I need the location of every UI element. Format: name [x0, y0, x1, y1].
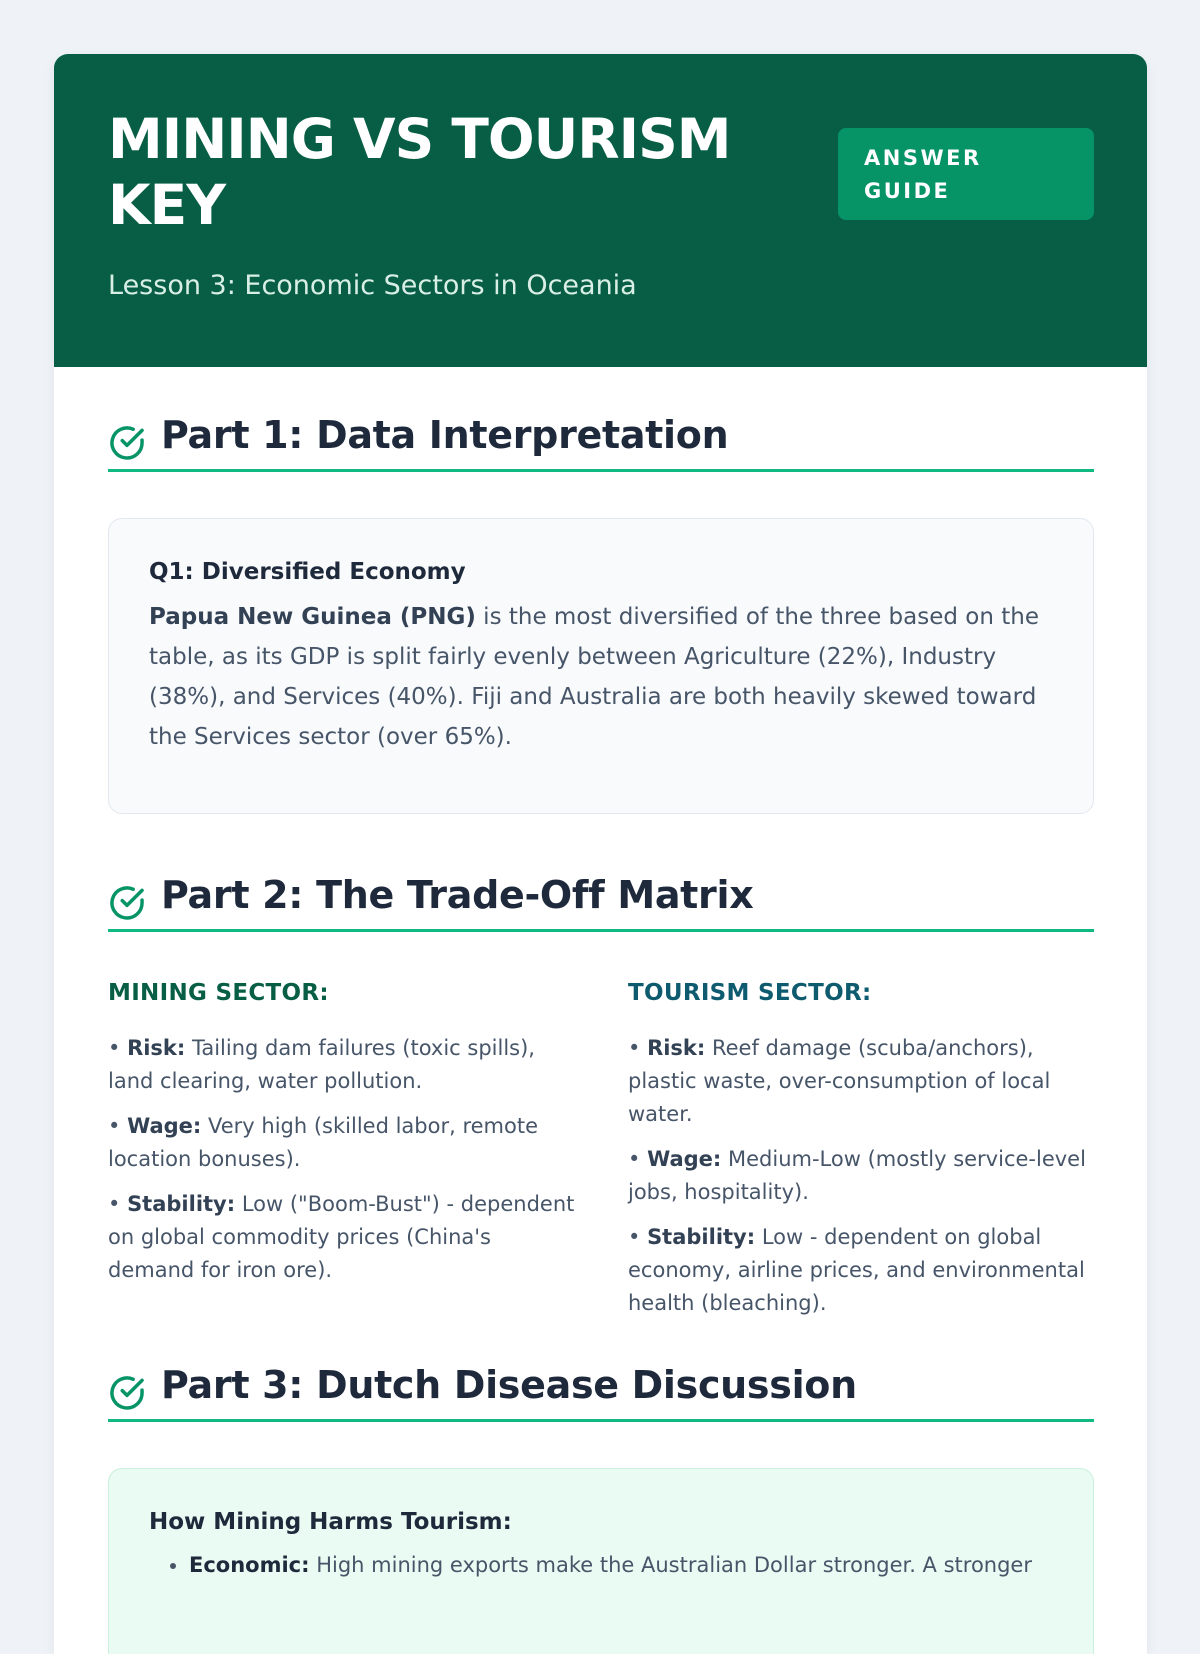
tourism-title: TOURISM SECTOR: — [628, 980, 872, 1006]
tourism-wage: • Wage: Medium-Low (mostly service-level jobs, hospitality). — [628, 1147, 1086, 1204]
q1-answer-box — [108, 518, 1094, 814]
q1-answer-bold: Papua New Guinea (PNG) — [149, 604, 476, 630]
mining-title: MINING SECTOR: — [108, 980, 329, 1006]
mining-risk: • Risk: Tailing dam failures (toxic spills), land clearing, water pollution. — [108, 1036, 535, 1093]
tourism-column — [628, 980, 1098, 1332]
q1-answer — [149, 597, 1053, 757]
part1-title: Part 1: Data Interpretation — [161, 413, 729, 457]
check-circle-icon — [108, 424, 146, 462]
part2-title: Part 2: The Trade-Off Matrix — [161, 873, 754, 917]
header-banner — [54, 54, 1147, 367]
q1-answer-text: is the most diversified of the three based on the table, as its GDP is split fairly evenly between Agriculture (22%), Industry (38%), and Services (40%). Fiji and Australia are both heavily skewed toward the Services sector (over 65%). — [149, 604, 1039, 750]
tourism-risk: • Risk: Reef damage (scuba/anchors), plastic waste, over-consumption of local water. — [628, 1036, 1051, 1126]
list-item: • Economic: High mining exports make the Australian Dollar stronger. A stronger — [189, 1549, 1053, 1582]
part3-title: Part 3: Dutch Disease Discussion — [161, 1363, 857, 1407]
part3-heading — [108, 1358, 1094, 1422]
answer-key-card — [54, 54, 1147, 1654]
tourism-stability: • Stability: Low - dependent on global economy, airline prices, and environmental health (bleaching). — [628, 1225, 1085, 1315]
page-title: MINING VS TOURISM KEY — [108, 107, 731, 237]
check-circle-icon — [108, 1374, 146, 1412]
part2-heading — [108, 868, 1094, 932]
part1-heading — [108, 408, 1094, 472]
mining-column — [108, 980, 578, 1299]
mining-wage: • Wage: Very high (skilled labor, remote location bonuses). — [108, 1114, 538, 1171]
q1-title: Q1: Diversified Economy — [149, 559, 466, 585]
harm-subheading: How Mining Harms Tourism: — [149, 1509, 512, 1535]
page-subtitle: Lesson 3: Economic Sectors in Oceania — [108, 270, 637, 301]
answer-guide-badge: ANSWER GUIDE — [838, 128, 1094, 220]
mining-stability: • Stability: Low ("Boom-Bust") - dependent on global commodity prices (China's demand for iron ore). — [108, 1192, 575, 1282]
check-circle-icon — [108, 884, 146, 922]
dutch-disease-box — [108, 1468, 1094, 1654]
harm-list — [149, 1549, 1053, 1582]
